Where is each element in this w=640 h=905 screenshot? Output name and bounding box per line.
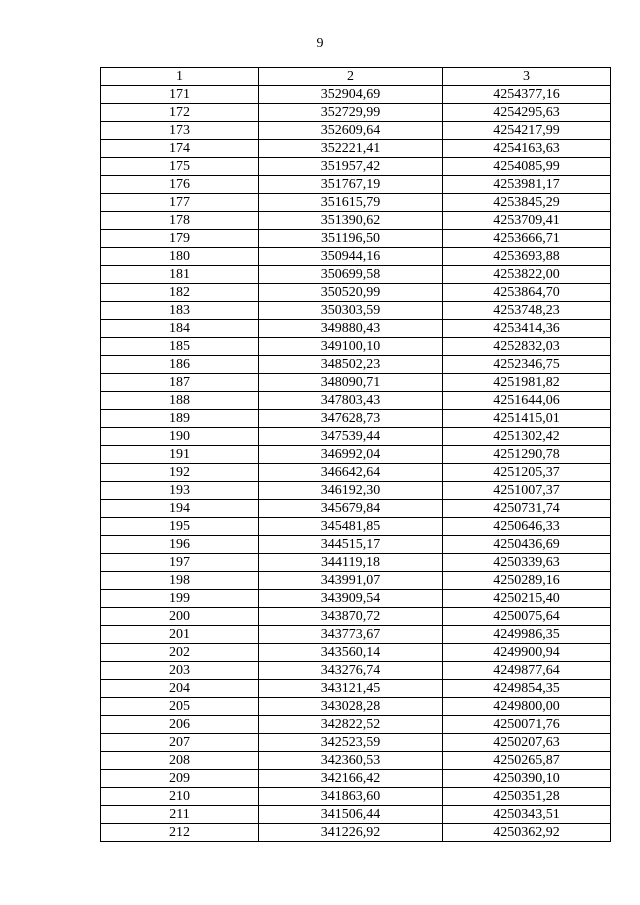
table-row bbox=[101, 536, 611, 554]
x-coordinate-cell: 343991,07 bbox=[259, 572, 443, 590]
y-coordinate-cell: 4251290,78 bbox=[443, 446, 611, 464]
point-number-cell: 190 bbox=[101, 428, 259, 446]
table-row bbox=[101, 788, 611, 806]
point-number-cell: 182 bbox=[101, 284, 259, 302]
y-coordinate-cell: 4250339,63 bbox=[443, 554, 611, 572]
coordinates-table bbox=[100, 67, 611, 842]
y-coordinate-cell: 4251981,82 bbox=[443, 374, 611, 392]
table-row bbox=[101, 284, 611, 302]
y-coordinate-cell: 4251205,37 bbox=[443, 464, 611, 482]
y-coordinate-cell: 4250207,63 bbox=[443, 734, 611, 752]
x-coordinate-cell: 350303,59 bbox=[259, 302, 443, 320]
y-coordinate-cell: 4249800,00 bbox=[443, 698, 611, 716]
table-row bbox=[101, 230, 611, 248]
x-coordinate-cell: 346192,30 bbox=[259, 482, 443, 500]
x-coordinate-cell: 341863,60 bbox=[259, 788, 443, 806]
x-coordinate-cell: 347803,43 bbox=[259, 392, 443, 410]
point-number-cell: 205 bbox=[101, 698, 259, 716]
x-coordinate-cell: 341226,92 bbox=[259, 824, 443, 842]
point-number-cell: 206 bbox=[101, 716, 259, 734]
point-number-cell: 211 bbox=[101, 806, 259, 824]
y-coordinate-cell: 4254377,16 bbox=[443, 86, 611, 104]
table-row bbox=[101, 356, 611, 374]
table-row bbox=[101, 266, 611, 284]
x-coordinate-cell: 346642,64 bbox=[259, 464, 443, 482]
table-row bbox=[101, 824, 611, 842]
table-row bbox=[101, 626, 611, 644]
point-number-cell: 210 bbox=[101, 788, 259, 806]
point-number-cell: 208 bbox=[101, 752, 259, 770]
x-coordinate-cell: 343909,54 bbox=[259, 590, 443, 608]
table-row bbox=[101, 572, 611, 590]
table-row bbox=[101, 698, 611, 716]
x-coordinate-cell: 351196,50 bbox=[259, 230, 443, 248]
y-coordinate-cell: 4249877,64 bbox=[443, 662, 611, 680]
y-coordinate-cell: 4250343,51 bbox=[443, 806, 611, 824]
table-row bbox=[101, 248, 611, 266]
table-row bbox=[101, 734, 611, 752]
table-row bbox=[101, 428, 611, 446]
point-number-cell: 193 bbox=[101, 482, 259, 500]
point-number-cell: 209 bbox=[101, 770, 259, 788]
point-number-cell: 187 bbox=[101, 374, 259, 392]
x-coordinate-cell: 351957,42 bbox=[259, 158, 443, 176]
x-coordinate-cell: 341506,44 bbox=[259, 806, 443, 824]
table-row bbox=[101, 194, 611, 212]
point-number-cell: 186 bbox=[101, 356, 259, 374]
x-coordinate-cell: 348502,23 bbox=[259, 356, 443, 374]
x-coordinate-cell: 344515,17 bbox=[259, 536, 443, 554]
table-row bbox=[101, 554, 611, 572]
table-row bbox=[101, 716, 611, 734]
x-coordinate-cell: 351390,62 bbox=[259, 212, 443, 230]
y-coordinate-cell: 4250731,74 bbox=[443, 500, 611, 518]
x-coordinate-cell: 343560,14 bbox=[259, 644, 443, 662]
y-coordinate-cell: 4251415,01 bbox=[443, 410, 611, 428]
point-number-cell: 173 bbox=[101, 122, 259, 140]
point-number-cell: 174 bbox=[101, 140, 259, 158]
x-coordinate-cell: 345481,85 bbox=[259, 518, 443, 536]
y-coordinate-cell: 4249854,35 bbox=[443, 680, 611, 698]
y-coordinate-cell: 4252346,75 bbox=[443, 356, 611, 374]
x-coordinate-cell: 342360,53 bbox=[259, 752, 443, 770]
point-number-cell: 191 bbox=[101, 446, 259, 464]
table-header-row bbox=[101, 68, 611, 86]
table-row bbox=[101, 302, 611, 320]
x-coordinate-cell: 343773,67 bbox=[259, 626, 443, 644]
y-coordinate-cell: 4253693,88 bbox=[443, 248, 611, 266]
point-number-cell: 199 bbox=[101, 590, 259, 608]
x-coordinate-cell: 342166,42 bbox=[259, 770, 443, 788]
y-coordinate-cell: 4253414,36 bbox=[443, 320, 611, 338]
x-coordinate-cell: 348090,71 bbox=[259, 374, 443, 392]
y-coordinate-cell: 4250362,92 bbox=[443, 824, 611, 842]
point-number-cell: 201 bbox=[101, 626, 259, 644]
point-number-cell: 198 bbox=[101, 572, 259, 590]
y-coordinate-cell: 4250215,40 bbox=[443, 590, 611, 608]
table-row bbox=[101, 662, 611, 680]
table-row bbox=[101, 518, 611, 536]
table-row bbox=[101, 176, 611, 194]
x-coordinate-cell: 352609,64 bbox=[259, 122, 443, 140]
table-row bbox=[101, 806, 611, 824]
table-row bbox=[101, 608, 611, 626]
point-number-cell: 195 bbox=[101, 518, 259, 536]
point-number-cell: 178 bbox=[101, 212, 259, 230]
point-number-cell: 175 bbox=[101, 158, 259, 176]
y-coordinate-cell: 4253748,23 bbox=[443, 302, 611, 320]
table-row bbox=[101, 212, 611, 230]
y-coordinate-cell: 4250071,76 bbox=[443, 716, 611, 734]
x-coordinate-cell: 344119,18 bbox=[259, 554, 443, 572]
point-number-cell: 177 bbox=[101, 194, 259, 212]
table-row bbox=[101, 446, 611, 464]
y-coordinate-cell: 4249900,94 bbox=[443, 644, 611, 662]
point-number-cell: 204 bbox=[101, 680, 259, 698]
point-number-cell: 184 bbox=[101, 320, 259, 338]
table-row bbox=[101, 464, 611, 482]
y-coordinate-cell: 4254295,63 bbox=[443, 104, 611, 122]
y-coordinate-cell: 4249986,35 bbox=[443, 626, 611, 644]
x-coordinate-cell: 352904,69 bbox=[259, 86, 443, 104]
column-header-3: 3 bbox=[443, 68, 611, 86]
x-coordinate-cell: 347628,73 bbox=[259, 410, 443, 428]
table-row bbox=[101, 122, 611, 140]
x-coordinate-cell: 346992,04 bbox=[259, 446, 443, 464]
point-number-cell: 181 bbox=[101, 266, 259, 284]
table-body bbox=[101, 86, 611, 842]
x-coordinate-cell: 350944,16 bbox=[259, 248, 443, 266]
point-number-cell: 212 bbox=[101, 824, 259, 842]
table-row bbox=[101, 158, 611, 176]
column-header-2: 2 bbox=[259, 68, 443, 86]
y-coordinate-cell: 4253666,71 bbox=[443, 230, 611, 248]
table-row bbox=[101, 392, 611, 410]
point-number-cell: 189 bbox=[101, 410, 259, 428]
point-number-cell: 188 bbox=[101, 392, 259, 410]
x-coordinate-cell: 352221,41 bbox=[259, 140, 443, 158]
y-coordinate-cell: 4253981,17 bbox=[443, 176, 611, 194]
y-coordinate-cell: 4250646,33 bbox=[443, 518, 611, 536]
column-header-1: 1 bbox=[101, 68, 259, 86]
x-coordinate-cell: 347539,44 bbox=[259, 428, 443, 446]
y-coordinate-cell: 4253845,29 bbox=[443, 194, 611, 212]
y-coordinate-cell: 4250289,16 bbox=[443, 572, 611, 590]
x-coordinate-cell: 343121,45 bbox=[259, 680, 443, 698]
point-number-cell: 192 bbox=[101, 464, 259, 482]
point-number-cell: 185 bbox=[101, 338, 259, 356]
point-number-cell: 200 bbox=[101, 608, 259, 626]
y-coordinate-cell: 4250351,28 bbox=[443, 788, 611, 806]
table-row bbox=[101, 680, 611, 698]
x-coordinate-cell: 351767,19 bbox=[259, 176, 443, 194]
x-coordinate-cell: 345679,84 bbox=[259, 500, 443, 518]
y-coordinate-cell: 4250436,69 bbox=[443, 536, 611, 554]
y-coordinate-cell: 4254163,63 bbox=[443, 140, 611, 158]
point-number-cell: 180 bbox=[101, 248, 259, 266]
point-number-cell: 202 bbox=[101, 644, 259, 662]
x-coordinate-cell: 350699,58 bbox=[259, 266, 443, 284]
table-row bbox=[101, 752, 611, 770]
x-coordinate-cell: 343028,28 bbox=[259, 698, 443, 716]
x-coordinate-cell: 343276,74 bbox=[259, 662, 443, 680]
table-row bbox=[101, 140, 611, 158]
point-number-cell: 176 bbox=[101, 176, 259, 194]
table-row bbox=[101, 590, 611, 608]
x-coordinate-cell: 343870,72 bbox=[259, 608, 443, 626]
table-row bbox=[101, 644, 611, 662]
point-number-cell: 197 bbox=[101, 554, 259, 572]
y-coordinate-cell: 4254085,99 bbox=[443, 158, 611, 176]
page-number: 9 bbox=[316, 36, 324, 51]
point-number-cell: 172 bbox=[101, 104, 259, 122]
x-coordinate-cell: 349880,43 bbox=[259, 320, 443, 338]
y-coordinate-cell: 4251302,42 bbox=[443, 428, 611, 446]
table-row bbox=[101, 86, 611, 104]
y-coordinate-cell: 4253709,41 bbox=[443, 212, 611, 230]
y-coordinate-cell: 4252832,03 bbox=[443, 338, 611, 356]
point-number-cell: 194 bbox=[101, 500, 259, 518]
point-number-cell: 183 bbox=[101, 302, 259, 320]
y-coordinate-cell: 4253822,00 bbox=[443, 266, 611, 284]
point-number-cell: 179 bbox=[101, 230, 259, 248]
point-number-cell: 171 bbox=[101, 86, 259, 104]
table-row bbox=[101, 104, 611, 122]
y-coordinate-cell: 4250075,64 bbox=[443, 608, 611, 626]
x-coordinate-cell: 349100,10 bbox=[259, 338, 443, 356]
table-row bbox=[101, 374, 611, 392]
table-row bbox=[101, 410, 611, 428]
x-coordinate-cell: 342822,52 bbox=[259, 716, 443, 734]
y-coordinate-cell: 4250265,87 bbox=[443, 752, 611, 770]
table-row bbox=[101, 770, 611, 788]
y-coordinate-cell: 4250390,10 bbox=[443, 770, 611, 788]
point-number-cell: 203 bbox=[101, 662, 259, 680]
table-row bbox=[101, 482, 611, 500]
table-row bbox=[101, 500, 611, 518]
table-row bbox=[101, 338, 611, 356]
x-coordinate-cell: 352729,99 bbox=[259, 104, 443, 122]
x-coordinate-cell: 342523,59 bbox=[259, 734, 443, 752]
table-row bbox=[101, 320, 611, 338]
x-coordinate-cell: 351615,79 bbox=[259, 194, 443, 212]
x-coordinate-cell: 350520,99 bbox=[259, 284, 443, 302]
y-coordinate-cell: 4253864,70 bbox=[443, 284, 611, 302]
y-coordinate-cell: 4251644,06 bbox=[443, 392, 611, 410]
point-number-cell: 207 bbox=[101, 734, 259, 752]
point-number-cell: 196 bbox=[101, 536, 259, 554]
y-coordinate-cell: 4251007,37 bbox=[443, 482, 611, 500]
y-coordinate-cell: 4254217,99 bbox=[443, 122, 611, 140]
